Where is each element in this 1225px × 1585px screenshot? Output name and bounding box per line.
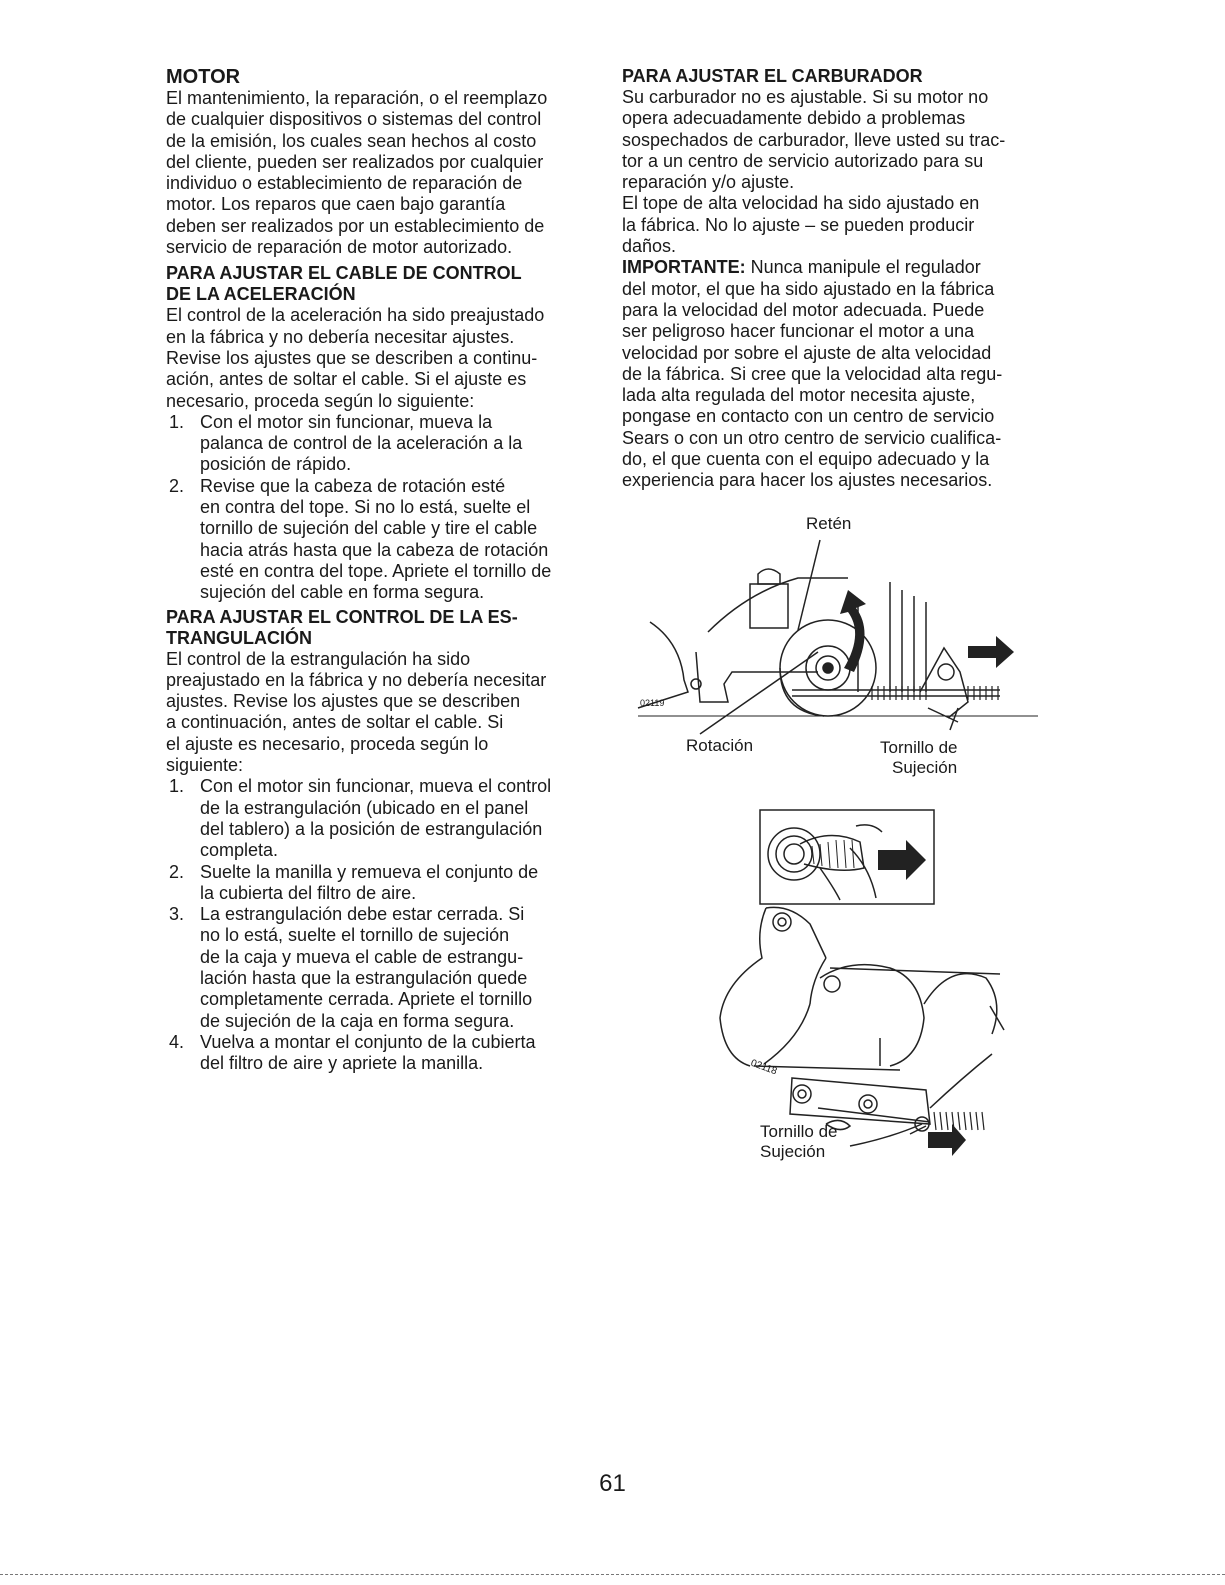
text-line: de la caja y mueva el cable de estrangu- [200, 946, 524, 967]
text-line: lación hasta que la estrangulación quede [200, 967, 528, 988]
text-line: El control de la estrangulación ha sido [166, 648, 471, 669]
text-line: de sujeción de la caja en forma segura. [200, 1010, 515, 1031]
left-column [166, 66, 606, 1074]
motor-paragraph [166, 88, 606, 258]
choke-heading-line: TRANGULACIÓN [166, 627, 312, 648]
accel-paragraph [166, 305, 606, 411]
accel-heading-line: PARA AJUSTAR EL CABLE DE CONTROL [166, 263, 522, 284]
text-line: ación, antes de soltar el cable. Si el ajuste es [166, 369, 527, 390]
text-line: Revise los ajustes que se describen a continu- [166, 347, 538, 368]
text-line: servicio de reparación de motor autorizado. [166, 237, 513, 258]
throttle-cable-figure [628, 512, 1048, 782]
text-line: Con el motor sin funcionar, mueva el control [200, 776, 552, 797]
tornillo-label-1: Tornillo de [880, 738, 958, 757]
list-item [166, 862, 606, 905]
text-line: individuo o establecimiento de reparación de [166, 173, 523, 194]
text-line: tor a un centro de servicio autorizado para su [622, 150, 984, 171]
text-line: lada alta regulada del motor necesita ajuste, [622, 385, 976, 406]
choke-steps-list [166, 776, 606, 1074]
text-line: daños. [622, 236, 677, 257]
right-column [622, 66, 1062, 492]
text-line: Suelte la manilla y remueva el conjunto de [200, 861, 539, 882]
choke-heading-line: PARA AJUSTAR EL CONTROL DE LA ES- [166, 606, 518, 627]
text-line: la fábrica. No lo ajuste – se pueden producir [622, 214, 975, 235]
carb-heading: PARA AJUSTAR EL CARBURADOR [622, 66, 923, 86]
choke-illustration [700, 808, 1020, 1170]
text-line: de la estrangulación (ubicado en el panel [200, 797, 529, 818]
text-line: pongase en contacto con un centro de servicio [622, 406, 995, 427]
text-line: del cliente, pueden ser realizados por cualquier [166, 151, 544, 172]
list-item [166, 412, 606, 476]
tornillo-label-1: Tornillo de [760, 1122, 838, 1141]
figure-code: 02119 [640, 698, 665, 708]
text-line: deben ser realizados por un establecimiento de [166, 215, 545, 236]
text-line: completa. [200, 840, 279, 861]
text-line: El mantenimiento, la reparación, o el reemplazo [166, 88, 548, 108]
important-label: IMPORTANTE: [622, 257, 746, 278]
text-line: Con el motor sin funcionar, mueva la [200, 411, 493, 432]
text-line: en la fábrica y no debería necesitar ajustes. [166, 326, 515, 347]
tornillo-label-2: Sujeción [892, 758, 958, 777]
reten-label: Retén [806, 514, 852, 533]
page-number: 61 [599, 1470, 626, 1497]
text-line: El tope de alta velocidad ha sido ajustado en [622, 193, 980, 214]
text-line: de cualquier dispositivos o sistemas del control [166, 109, 542, 130]
step-number: 1. [169, 411, 185, 432]
list-item [166, 904, 606, 1032]
text-line: velocidad por sobre el ajuste de alta velocidad [622, 342, 992, 363]
text-line: experiencia para hacer los ajustes necesarios. [622, 470, 993, 491]
text-line: no lo está, suelte el tornillo de sujeción [200, 925, 510, 946]
bottom-divider [0, 1574, 1225, 1575]
text-line: necesario, proceda según lo siguiente: [166, 390, 475, 411]
text-line: ser peligroso hacer funcionar el motor a una [622, 321, 975, 342]
text-line: siguiente: [166, 755, 244, 776]
step-number: 3. [169, 904, 185, 925]
text-line: posición de rápido. [200, 454, 352, 475]
text-line: preajustado en la fábrica y no debería necesitar [166, 669, 547, 690]
text-line: opera adecuadamente debido a problemas [622, 108, 966, 129]
tornillo-label-2: Sujeción [760, 1142, 826, 1161]
motor-heading: MOTOR [166, 66, 241, 88]
text-line: motor. Los reparos que caen bajo garantía [166, 194, 506, 215]
step-number: 4. [169, 1031, 185, 1052]
text-line: do, el que cuenta con el equipo adecuado y la [622, 449, 990, 470]
text-line: la cubierta del filtro de aire. [200, 882, 417, 903]
list-item [166, 476, 606, 604]
important-paragraph [622, 279, 1062, 492]
text-line: Su carburador no es ajustable. Si su motor no [622, 87, 989, 107]
rotacion-label: Rotación [686, 736, 754, 755]
text-line: ajustes. Revise los ajustes que se describen [166, 691, 521, 712]
text-line: hacia atrás hasta que la cabeza de rotación [200, 539, 549, 560]
text-line: palanca de control de la aceleración a la [200, 433, 523, 454]
text-line: esté en contra del tope. Apriete el tornillo de [200, 560, 552, 581]
text-line: sospechados de carburador, lleve usted su trac- [622, 129, 1006, 150]
accel-heading-line: DE LA ACELERACIÓN [166, 284, 356, 305]
step-number: 1. [169, 776, 185, 797]
text-line: El control de la aceleración ha sido preajustado [166, 305, 545, 326]
text-line: reparación y/o ajuste. [622, 172, 795, 193]
text-line: del tablero) a la posición de estrangulación [200, 818, 543, 839]
text-line: Sears o con un otro centro de servicio cualifica- [622, 427, 1002, 448]
text-line: sujeción del cable en forma segura. [200, 582, 485, 603]
accel-steps-list [166, 412, 606, 604]
text-line: para la velocidad del motor adecuada. Puede [622, 299, 985, 320]
text-line: Vuelva a montar el conjunto de la cubierta [200, 1031, 536, 1052]
figure-code: 02118 [749, 1057, 779, 1078]
important-line [622, 257, 1062, 278]
step-number: 2. [169, 861, 185, 882]
text-line: en contra del tope. Si no lo está, suelte el [200, 497, 531, 518]
text-line: el ajuste es necesario, proceda según lo [166, 733, 489, 754]
step-number: 2. [169, 475, 185, 496]
text-line: del filtro de aire y apriete la manilla. [200, 1053, 484, 1074]
text-line: del motor, el que ha sido ajustado en la fábrica [622, 278, 995, 299]
text-line: de la emisión, los cuales sean hechos al costo [166, 130, 537, 151]
text-line: completamente cerrada. Apriete el tornillo [200, 989, 533, 1010]
choke-figure [700, 808, 1020, 1170]
text-line: de la fábrica. Si cree que la velocidad alta regu- [622, 363, 1003, 384]
list-item [166, 1032, 606, 1075]
list-item [166, 776, 606, 861]
choke-paragraph [166, 649, 606, 777]
text-line: tornillo de sujeción del cable y tire el cable [200, 518, 538, 539]
text-line: La estrangulación debe estar cerrada. Si [200, 904, 525, 925]
important-text: Nunca manipule el regulador [745, 257, 981, 278]
text-line: a continuación, antes de soltar el cable. Si [166, 712, 504, 733]
text-line: Revise que la cabeza de rotación esté [200, 475, 506, 496]
carb-paragraph [622, 87, 1062, 257]
